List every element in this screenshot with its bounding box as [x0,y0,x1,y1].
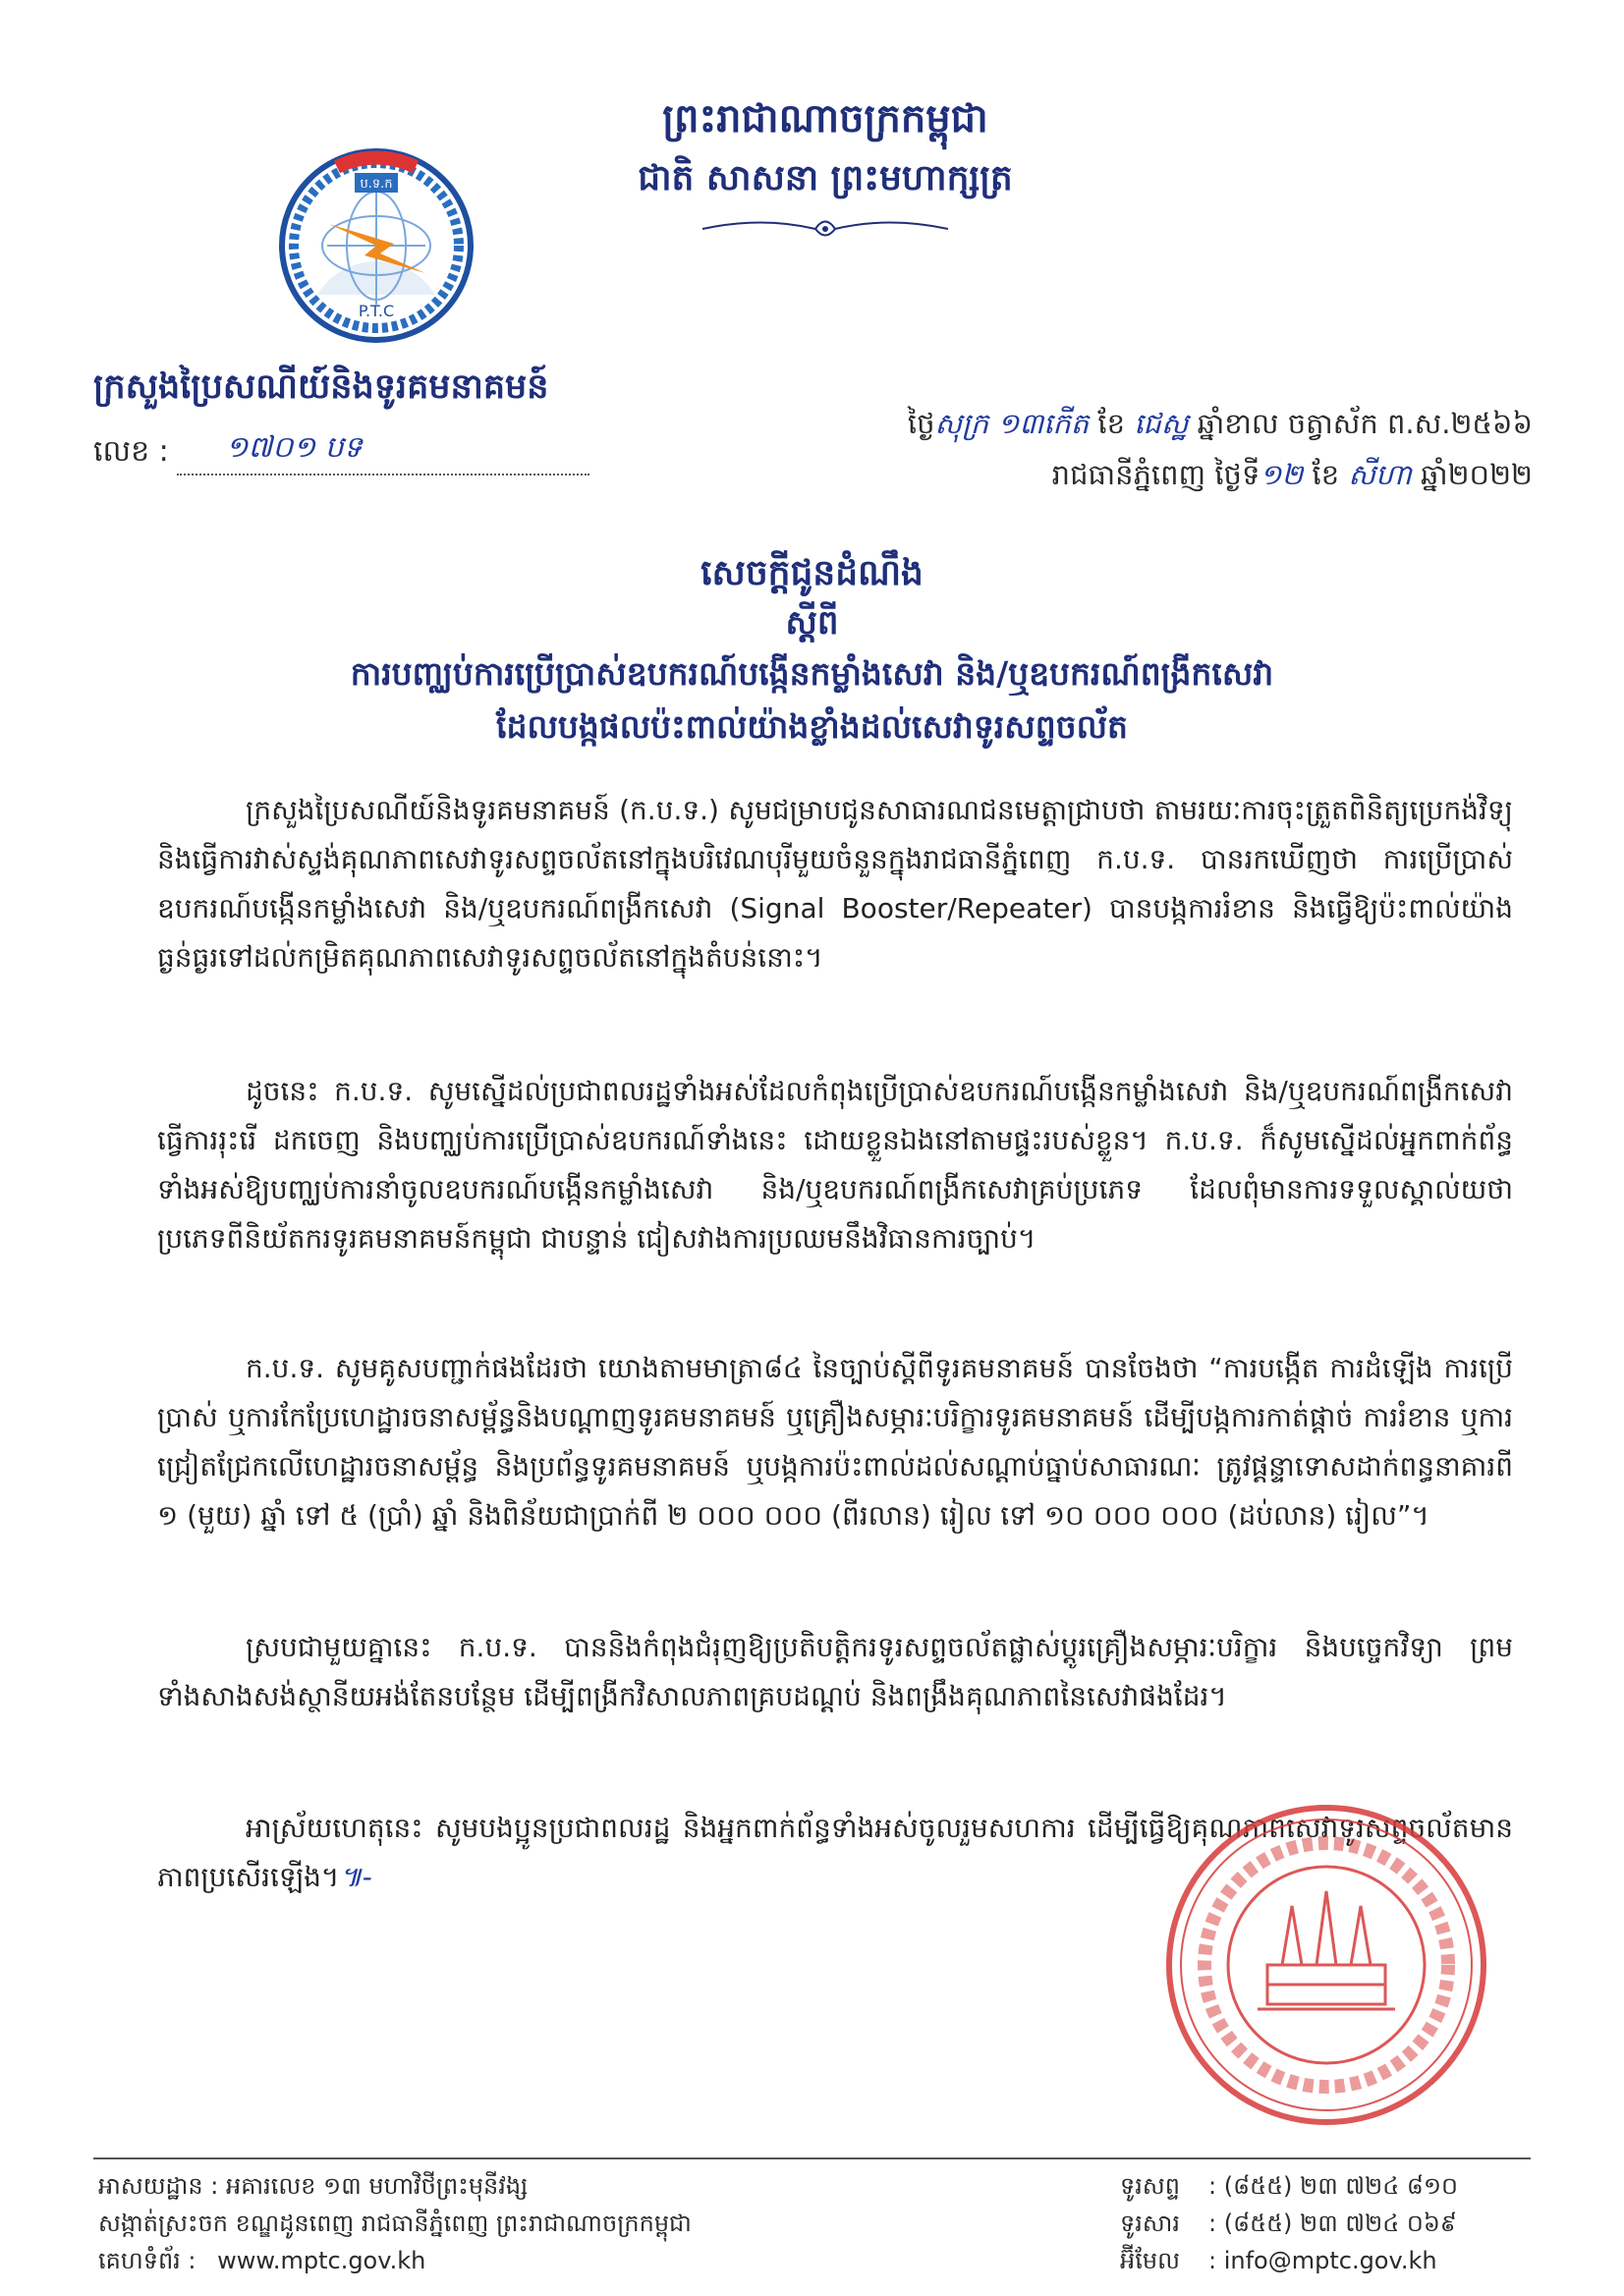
email-label: អ៊ីមែល [1120,2247,1180,2274]
body-paragraph-2: ដូចនេះ ក.ប.ទ. សូមស្នើដល់ប្រជាពលរដ្ឋទាំងអស់ដែលកំពុងប្រើប្រាស់ឧបករណ៍បង្កើនកម្លាំងសេវា និង/ឬឧបករណ៍ពង្រីកសេវា ធ្វើការរុះរើ ដកចេញ និងបញ្ឈប់ការប្រើប្រាស់ឧបករណ៍ទាំងនេះ ដោយខ្លួនឯងនៅតាមផ្ទះរបស់ខ្លួន។ ក.ប.ទ. ក៏សូមស្នើដល់អ្នកពាក់ព័ន្ធទាំងអស់ឱ្យបញ្ឈប់ការនាំចូលឧបករណ៍បង្កើនកម្លាំងសេវា និង/ឬឧបករណ៍ពង្រីកសេវាគ្រប់ប្រភេទ ដែលពុំមានការទទួលស្គាល់យថាប្រភេទពីនិយ័តករទូរគមនាគមន៍កម្ពុជា ជាបន្ទាន់ ជៀសវាងការប្រឈមនឹងវិធានការច្បាប់។ [157,1075,1513,1255]
body-paragraph-3: ក.ប.ទ. សូមគូសបញ្ជាក់ផងដែរថា យោងតាមមាត្រា៨៤ នៃច្បាប់ស្ដីពីទូរគមនាគមន៍ បានចែងថា “ការបង្កើត ការដំឡើង ការប្រើប្រាស់ ឬការកែប្រែហេដ្ឋារចនាសម្ព័ន្ធនិងបណ្ដាញទូរគមនាគមន៍ ឬគ្រឿងសម្ភារៈបរិក្ខារទូរគមនាគមន៍ ដើម្បីបង្កការកាត់ផ្ដាច់ ការរំខាន ឬការជ្រៀតជ្រែកលើហេដ្ឋារចនាសម្ព័ន្ធ និងប្រព័ន្ធទូរគមនាគមន៍ ឬបង្កការប៉ះពាល់ដល់សណ្ដាប់ធ្នាប់សាធារណៈ ត្រូវផ្ដន្ទាទោសដាក់ពន្ធនាគារពី ១ (មួយ) ឆ្នាំ ទៅ ៥ (ប្រាំ) ឆ្នាំ និងពិន័យជាប្រាក់ពី ២ ០០០ ០០០ (ពីរលាន) រៀល ទៅ ១០ ០០០ ០០០ (ដប់លាន) រៀល”។ [157,1352,1513,1532]
address-line-1: អគារលេខ ១៣ មហាវិថីព្រះមុនីវង្ស [226,2172,529,2200]
reference-number [93,432,663,476]
motto-ornament [693,214,958,244]
reference-value: ១៧០១ បទ [225,430,363,465]
footer-address-line-1 [98,2171,528,2206]
logo-bottom-text: P.T.C [358,302,395,320]
website-label: គេហទំព័រ : [98,2247,196,2274]
address-line-2: សង្កាត់ស្រះចក ខណ្ឌដូនពេញ រាជធានីភ្នំពេញ ព្រះរាជាណាចក្រកម្ពុជា [98,2210,692,2237]
official-seal [1159,1798,1493,2132]
document-type: សេចក្ដីជូនដំណឹង [700,553,924,593]
fax-label: ទូរសារ [1120,2210,1180,2237]
footer-divider [93,2157,1531,2159]
ministry-name: ក្រសួងប្រៃសណីយ៍និងទូរគមនាគមន៍ [93,367,549,407]
reference-label: លេខ : [93,434,169,469]
email-link[interactable]: : info@mptc.gov.kh [1208,2247,1437,2274]
footer-email [1120,2246,1533,2280]
logo-top-text: ប.ទ.ក [360,177,393,192]
subject-label: ស្ដីពី [785,603,839,643]
lunar-month-label: ខែ [1097,407,1125,440]
national-motto: ជាតិ សាសនា ព្រះមហាក្សត្រ [638,158,1013,198]
body-paragraph-5-text: អាស្រ័យហេតុនេះ សូមបងប្អូនប្រជាពលរដ្ឋ និងអ្នកពាក់ព័ន្ធទាំងអស់ចូលរួមសហការ ដើម្បីធ្វើឱ្យគុណភាពសេវាទូរសព្ទចល័តមានភាពប្រសើរឡើង។ [157,1812,1513,1893]
phone-value: : (៨៥៥) ២៣ ៧២៤ ៨១០ [1208,2172,1458,2200]
address-label: អាសយដ្ឋាន : [98,2172,219,2200]
body-paragraph-1: ក្រសួងប្រៃសណីយ៍និងទូរគមនាគមន៍ (ក.ប.ទ.) សូមជម្រាបជូនសាធារណជនមេត្តាជ្រាបថា តាមរយៈការចុះត្រួតពិនិត្យប្រេកង់វិទ្យុនិងធ្វើការវាស់ស្ទង់គុណភាពសេវាទូរសព្ទចល័តនៅក្នុងបរិវេណបុរីមួយចំនួនក្នុងរាជធានីភ្នំពេញ ក.ប.ទ. បានរកឃើញថា ការប្រើប្រាស់ឧបករណ៍បង្កើនកម្លាំងសេវា និង/ឬឧបករណ៍ពង្រីកសេវា (Signal Booster/Repeater) បានបង្កការរំខាន និងធ្វើឱ្យប៉ះពាល់យ៉ាងធ្ងន់ធ្ងរទៅដល់កម្រិតគុណភាពសេវាទូរសព្ទចល័តនៅក្នុងតំបន់នោះ។ [157,794,1513,974]
solar-suffix: ឆ្នាំ២០២២ [1421,458,1533,491]
footer-phone [1120,2171,1533,2206]
fax-value: : (៨៥៥) ២៣ ៧២៤ ០៦៩ [1208,2210,1457,2237]
solar-month-handwritten: សីហា [1348,458,1412,491]
lunar-month-handwritten: ជេស្ឋ [1134,407,1189,440]
solar-date [688,458,1533,499]
solar-day-handwritten: ១២ [1260,458,1304,491]
website-link[interactable]: www.mptc.gov.kh [217,2247,426,2274]
ministry-logo [278,147,475,344]
kingdom-heading: ព្រះរាជាណាចក្រកម្ពុជា [662,96,988,141]
lunar-prefix: ថ្ងៃ [907,407,935,440]
lunar-date [688,407,1533,448]
lunar-suffix: ឆ្នាំខាល ចត្វាស័ក ព.ស.២៥៦៦ [1197,407,1533,440]
body-paragraph-4: ស្របជាមួយគ្នានេះ ក.ប.ទ. បាននិងកំពុងជំរុញឱ្យប្រតិបត្តិករទូរសព្ទចល័តផ្លាស់ប្ដូរគ្រឿងសម្ភារៈបរិក្ខារ និងបច្ចេកវិទ្យា ព្រមទាំងសាងសង់ស្ថានីយអង់តែនបន្ថែម ដើម្បីពង្រីកវិសាលភាពគ្របដណ្ដប់ និងពង្រឹងគុណភាពនៃសេវាផងដែរ។ [157,1631,1513,1712]
solar-prefix: រាជធានីភ្នំពេញ ថ្ងៃទី [1051,458,1260,491]
subject-line-1: ការបញ្ឈប់ការប្រើប្រាស់ឧបករណ៍បង្កើនកម្លាំងសេវា និង/ឬឧបករណ៍ពង្រីកសេវា [350,654,1274,693]
solar-month-label: ខែ [1312,458,1340,491]
footer-fax [1120,2209,1533,2243]
subject-line-2: ដែលបង្កផលប៉ះពាល់យ៉ាងខ្លាំងដល់សេវាទូរសព្ទចល័ត [496,707,1128,746]
footer-website [98,2246,425,2280]
closing-mark: ៕- [339,1861,372,1893]
phone-label: ទូរសព្ទ [1120,2172,1180,2200]
lunar-day-handwritten: សុក្រ ១៣កើត [934,407,1090,440]
